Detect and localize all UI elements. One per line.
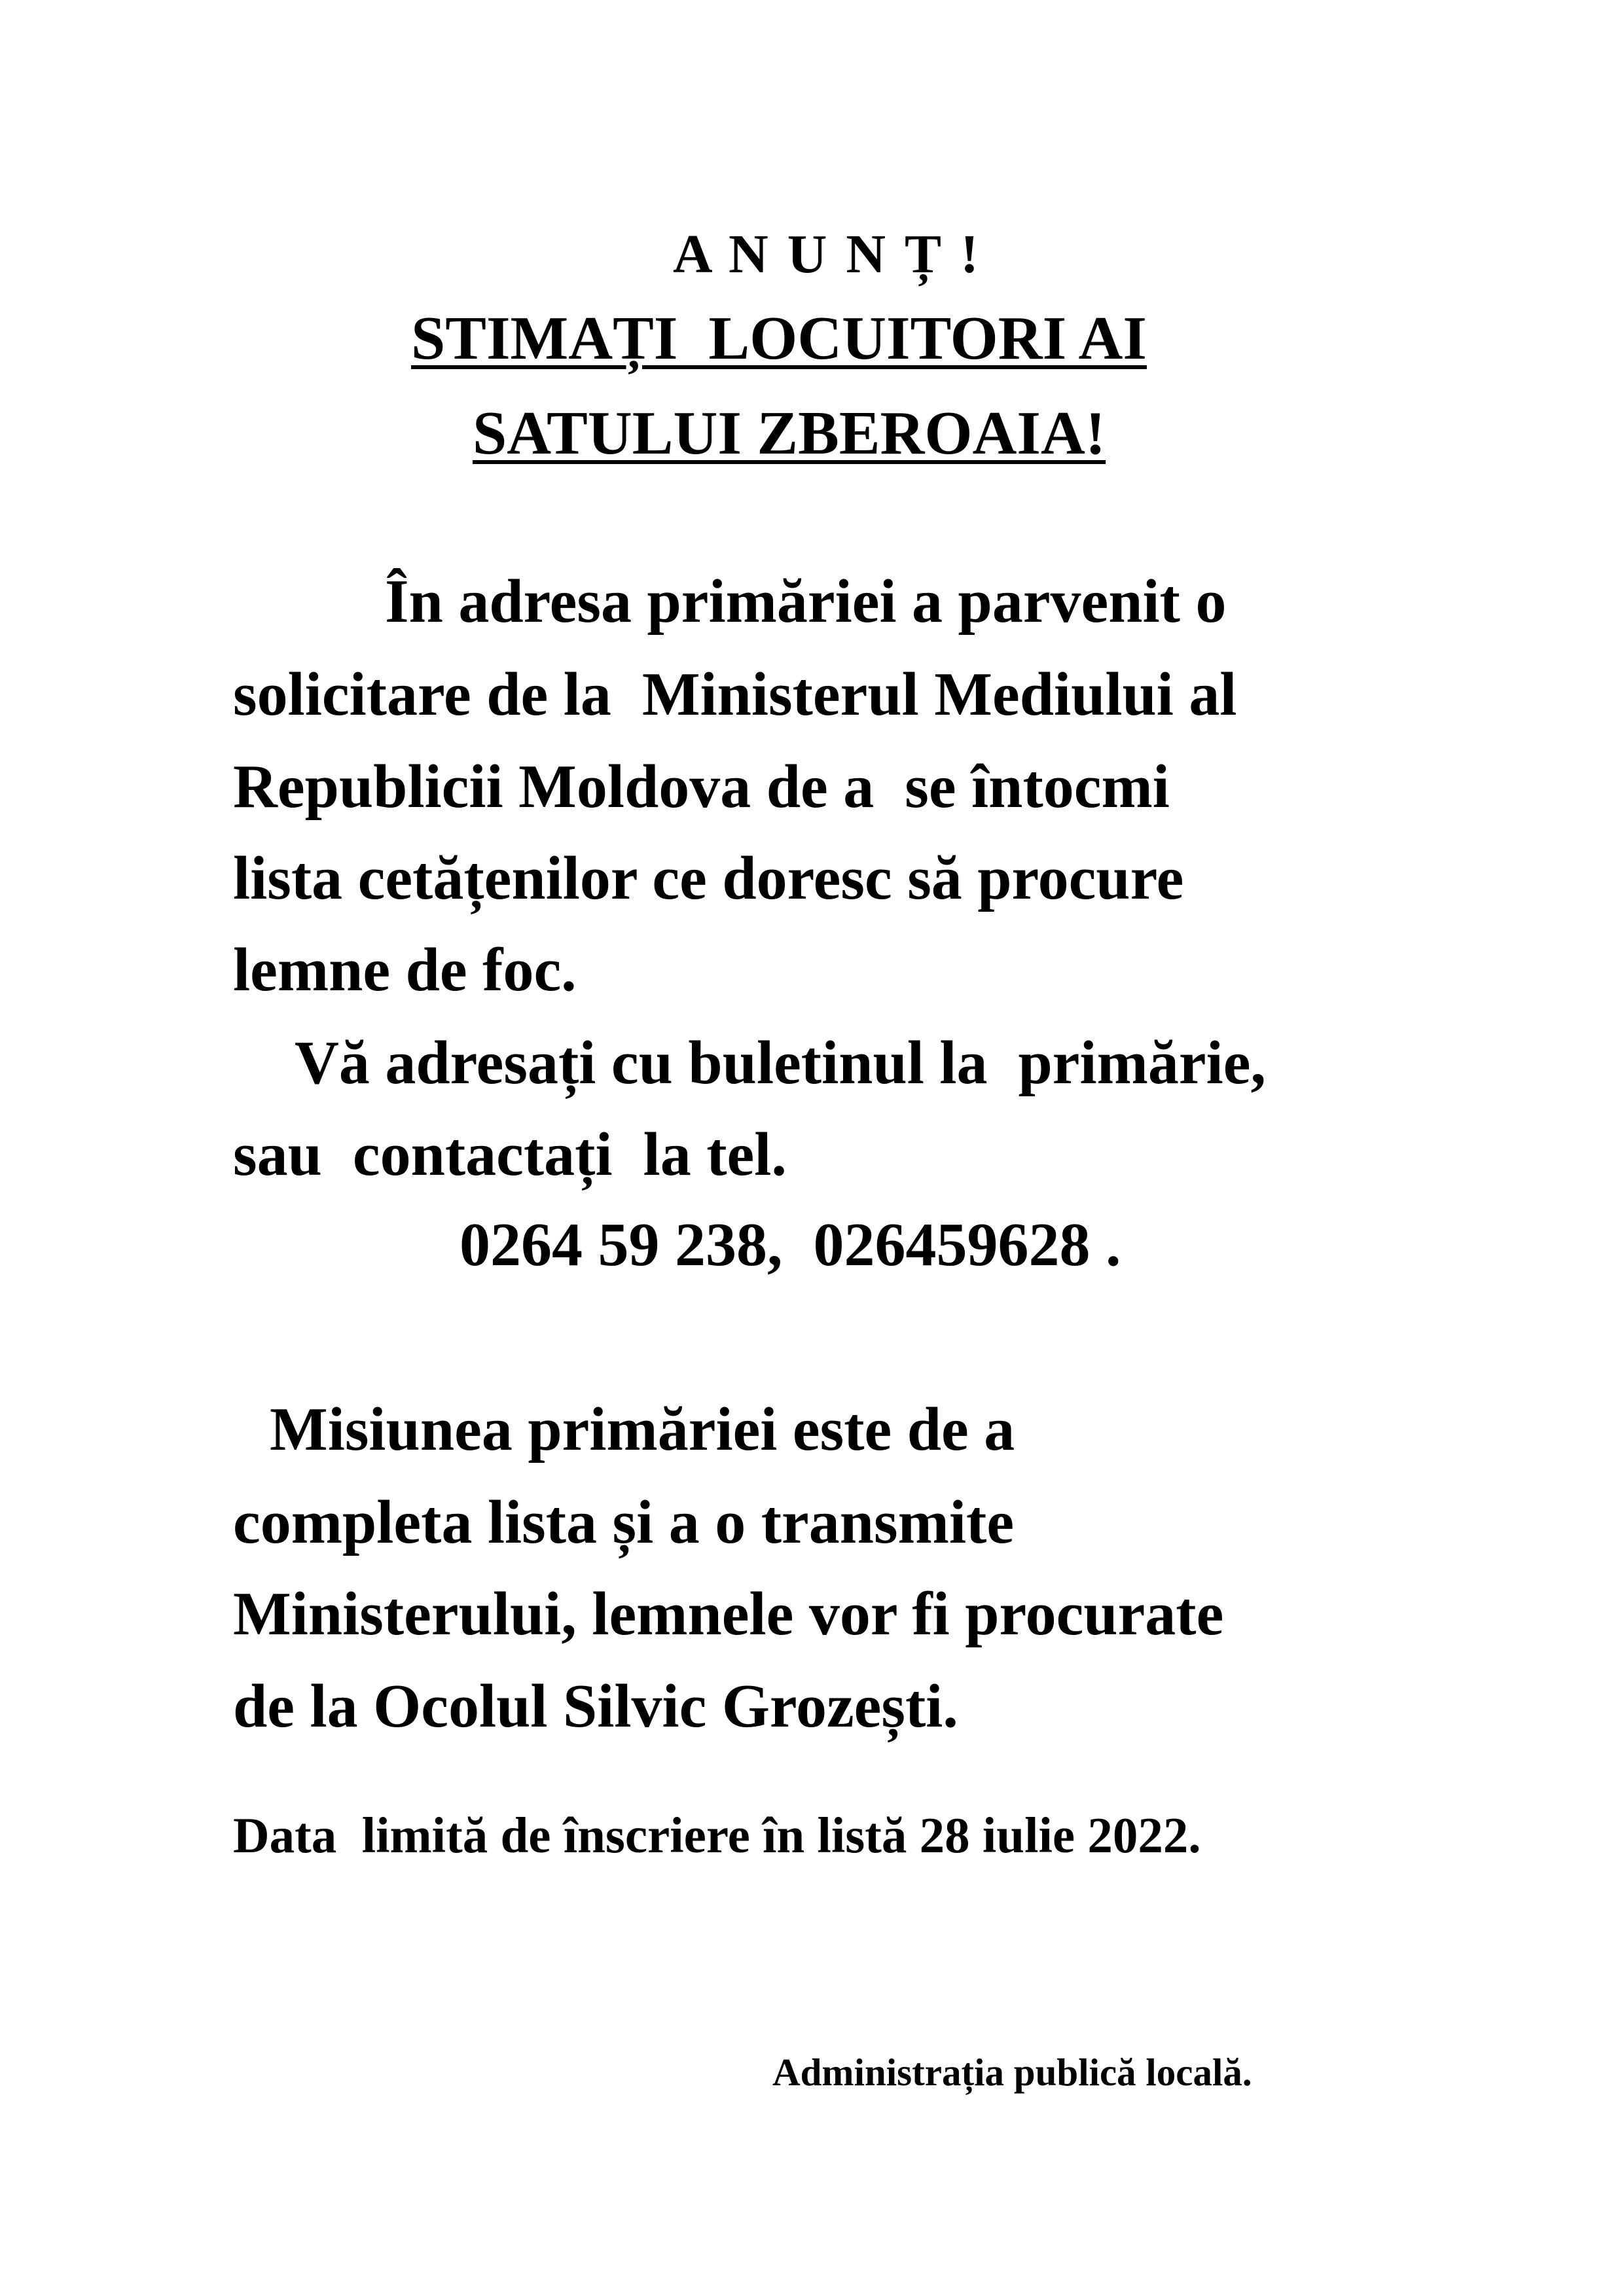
announcement-title: A N U N Ț ! xyxy=(673,224,982,285)
paragraph-1-line-3: Republicii Moldova de a se întocmi xyxy=(233,753,1170,821)
headline-line-2: SATULUI ZBEROAIA! xyxy=(473,399,1106,467)
paragraph-2-line-1: Vă adresați cu buletinul la primărie, xyxy=(295,1029,1266,1097)
signature: Administrația publică locală. xyxy=(772,2051,1252,2094)
paragraph-1-line-5: lemne de foc. xyxy=(233,936,577,1004)
paragraph-3-line-2: completa lista și a o transmite xyxy=(233,1488,1015,1556)
paragraph-3-line-4: de la Ocolul Silvic Grozești. xyxy=(233,1672,958,1740)
paragraph-1-line-1: În adresa primăriei a parvenit o xyxy=(385,567,1227,636)
deadline-notice: Data limită de înscriere în listă 28 iulie 2022. xyxy=(233,1807,1201,1863)
paragraph-3-line-1: Misiunea primăriei este de a xyxy=(270,1395,1015,1463)
paragraph-2-line-2: sau contactați la tel. xyxy=(233,1121,787,1189)
phone-numbers: 0264 59 238, 026459628 . xyxy=(460,1211,1121,1279)
paragraph-3-line-3: Ministerului, lemnele vor fi procurate xyxy=(233,1580,1224,1648)
paragraph-1-line-2: solicitare de la Ministerul Mediului al xyxy=(233,660,1237,728)
headline-line-1: STIMAȚI LOCUITORI AI xyxy=(411,304,1147,372)
paragraph-1-line-4: lista cetățenilor ce doresc să procure xyxy=(233,844,1184,912)
